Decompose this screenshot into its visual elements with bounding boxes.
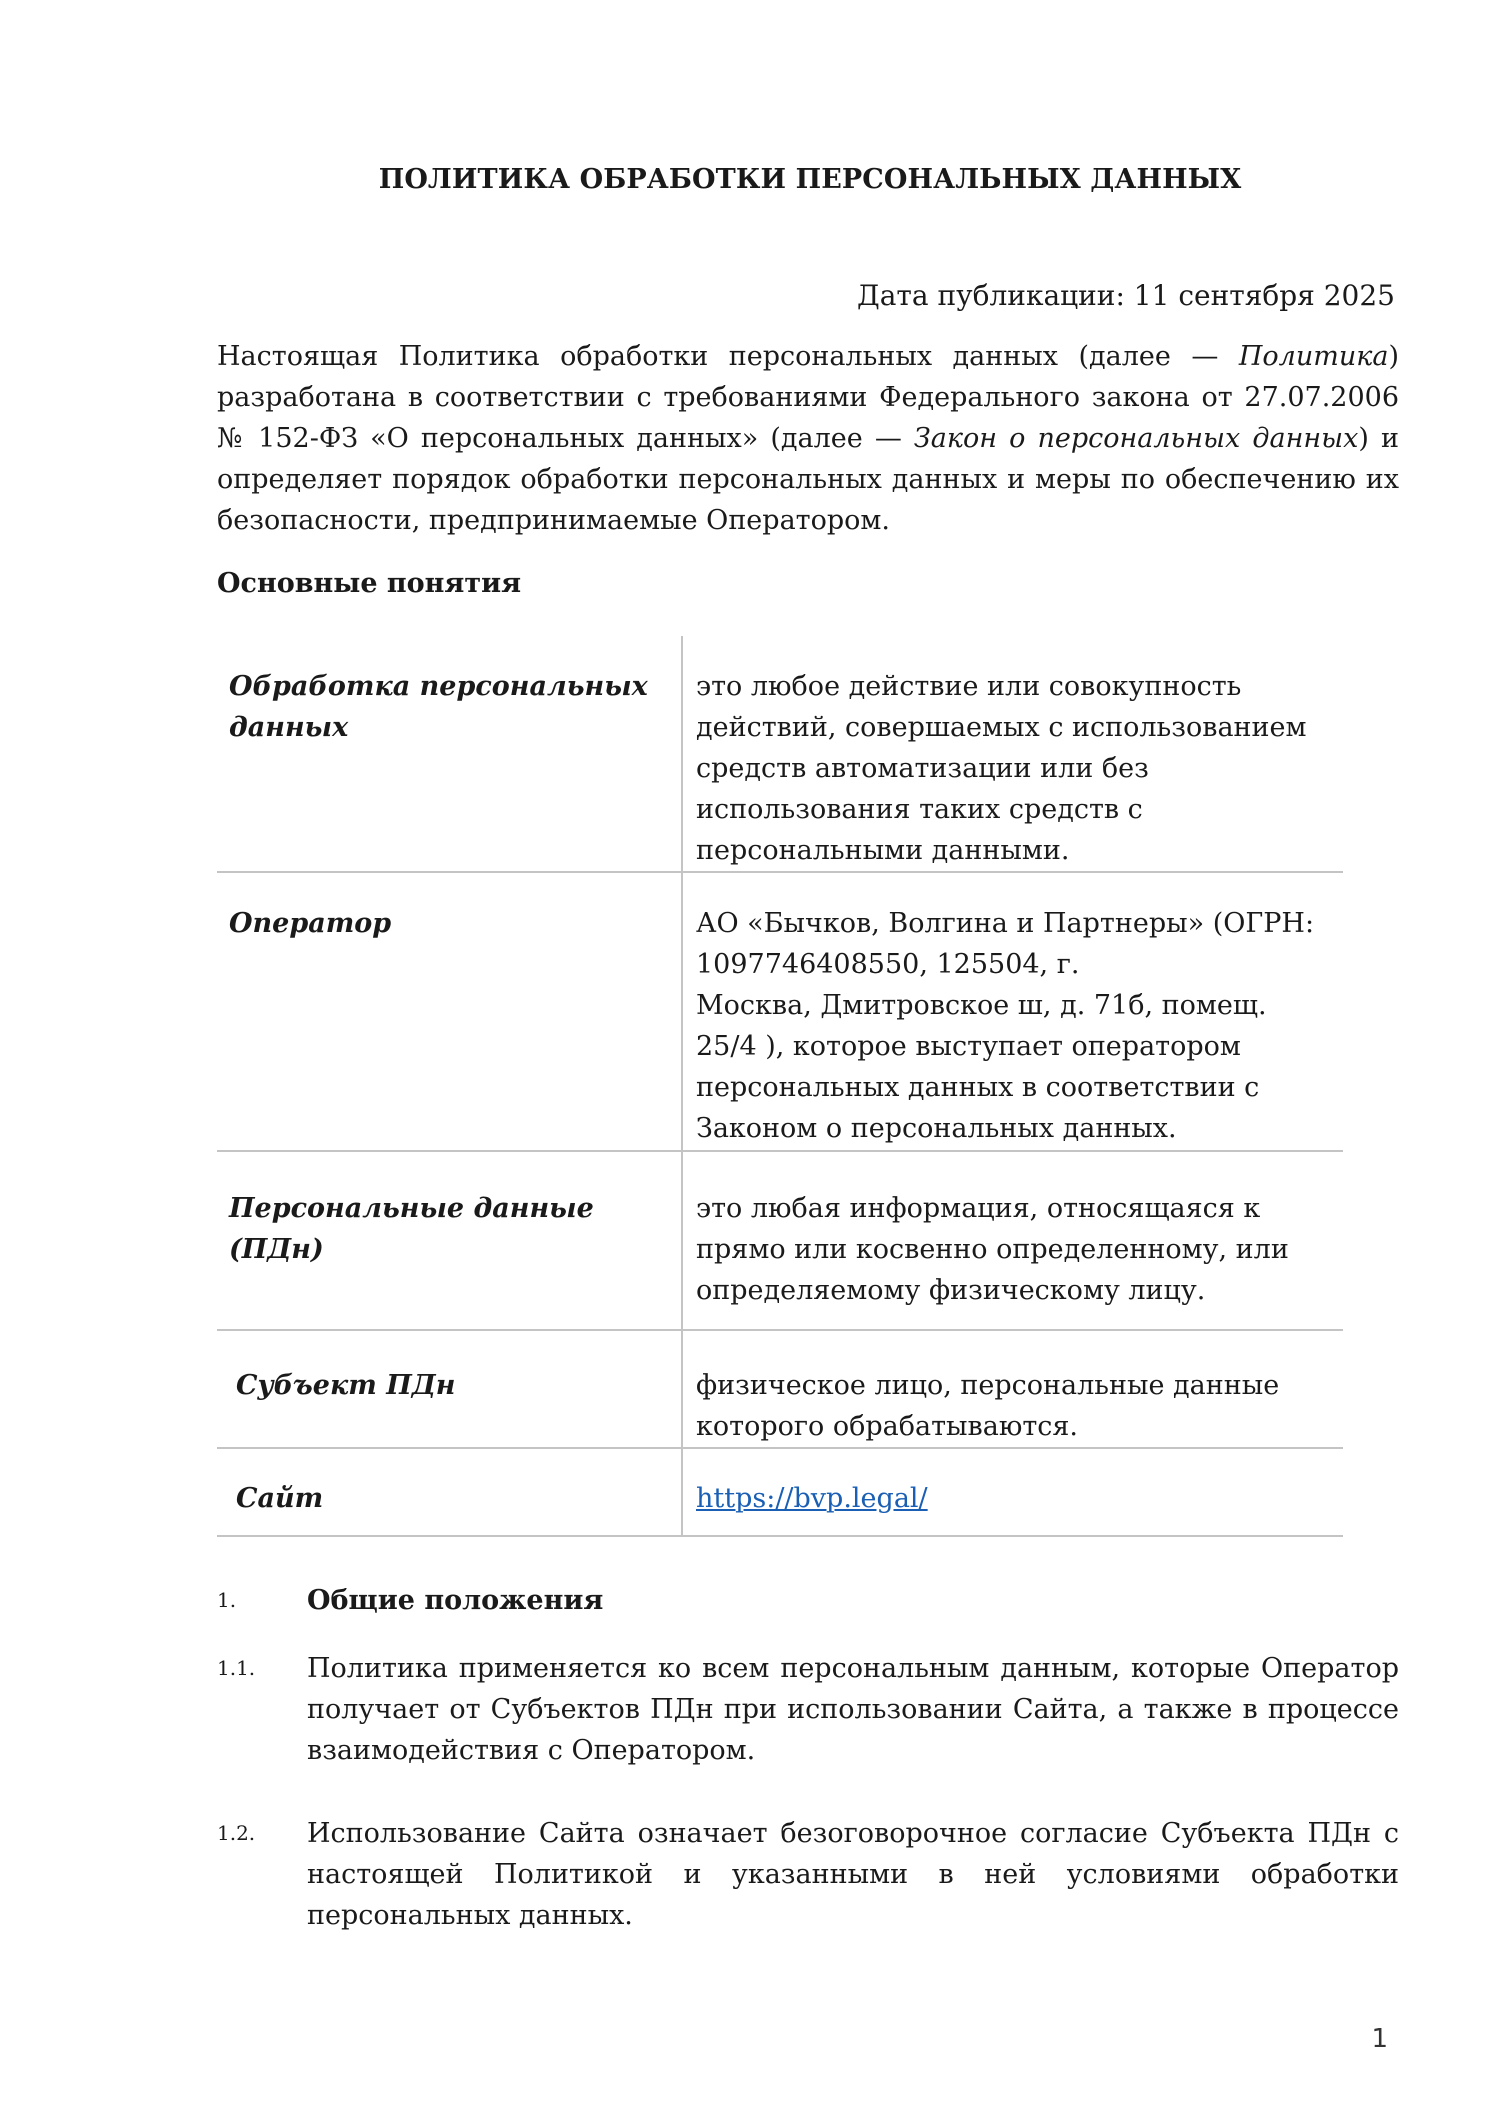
section-text: Политика применяется ко всем персональным данным, которые Оператор получает от Субъектов ПДн при использовании Сайта, а также в процессе взаимодействия с Оператором.: [307, 1653, 1399, 1766]
site-link[interactable]: https://bvp.legal/: [696, 1483, 928, 1514]
intro-part-1: Настоящая Политика обработки персональных данных (далее —: [217, 341, 1239, 372]
section-text: Общие положения: [307, 1585, 604, 1616]
operator-definition-line-2: Москва, Дмитровское ш, д. 71б, помещ. 25/4 ), которое выступает оператором персональных данных в соответствии с Законом о персональных данных.: [696, 990, 1267, 1144]
definition-row: [217, 1330, 1343, 1448]
section-1-1: [217, 1648, 1399, 1771]
section-number: 1.1.: [217, 1656, 256, 1680]
section-number: 1.: [217, 1588, 237, 1612]
page-title: ПОЛИТИКА ОБРАБОТКИ ПЕРСОНАЛЬНЫХ ДАННЫХ: [378, 164, 1242, 195]
definition-row: [217, 872, 1343, 1151]
policy-term: Политика: [1238, 341, 1389, 372]
intro-paragraph: [217, 336, 1399, 541]
section-number: 1.2.: [217, 1821, 256, 1845]
definition-row: [217, 1151, 1343, 1330]
definition-term: Обработка персональных данных: [217, 636, 682, 872]
intro-part-2: ) разработана в соответствии с требованиями Федерального закона от 27.07.2006 № 152-ФЗ «О персональных данных» (далее —: [217, 341, 1399, 454]
definition-text: это любое действие или совокупность действий, совершаемых с использованием средств автоматизации или без использования таких средств с персональными данными.: [696, 671, 1307, 866]
section-1-heading: [217, 1580, 1399, 1621]
definition-text: [682, 1448, 1343, 1536]
definitions-table: [217, 636, 1343, 1537]
definition-term: Субъект ПДн: [217, 1330, 682, 1448]
definition-text: [682, 872, 1343, 1151]
publication-date: Дата публикации: 11 сентября 2025: [856, 279, 1395, 312]
definitions-heading: Основные понятия: [217, 568, 522, 599]
definition-text: физическое лицо, персональные данные которого обрабатываются.: [696, 1370, 1280, 1442]
definition-row: [217, 1448, 1343, 1536]
definition-term: Сайт: [217, 1448, 682, 1536]
page-number: 1: [1371, 2024, 1388, 2054]
section-text: Использование Сайта означает безоговорочное согласие Субъекта ПДн с настоящей Политикой и указанными в ней условиями обработки персональных данных.: [307, 1818, 1399, 1931]
section-1-2: [217, 1813, 1399, 1936]
intro-part-3: ) и определяет порядок обработки персональных данных и меры по обеспечению их безопасности, предпринимаемые Оператором.: [217, 423, 1399, 536]
definition-row: [217, 636, 1343, 872]
operator-definition-line-1: АО «Бычков, Волгина и Партнеры» (ОГРН: 1097746408550, 125504, г.: [696, 908, 1315, 980]
law-term: Закон о персональных данных: [913, 423, 1359, 454]
definition-text: это любая информация, относящаяся к прямо или косвенно определенному, или определяемому физическому лицу.: [696, 1193, 1289, 1306]
definition-term: Персональные данные (ПДн): [217, 1151, 682, 1330]
definition-term: Оператор: [217, 872, 682, 1151]
